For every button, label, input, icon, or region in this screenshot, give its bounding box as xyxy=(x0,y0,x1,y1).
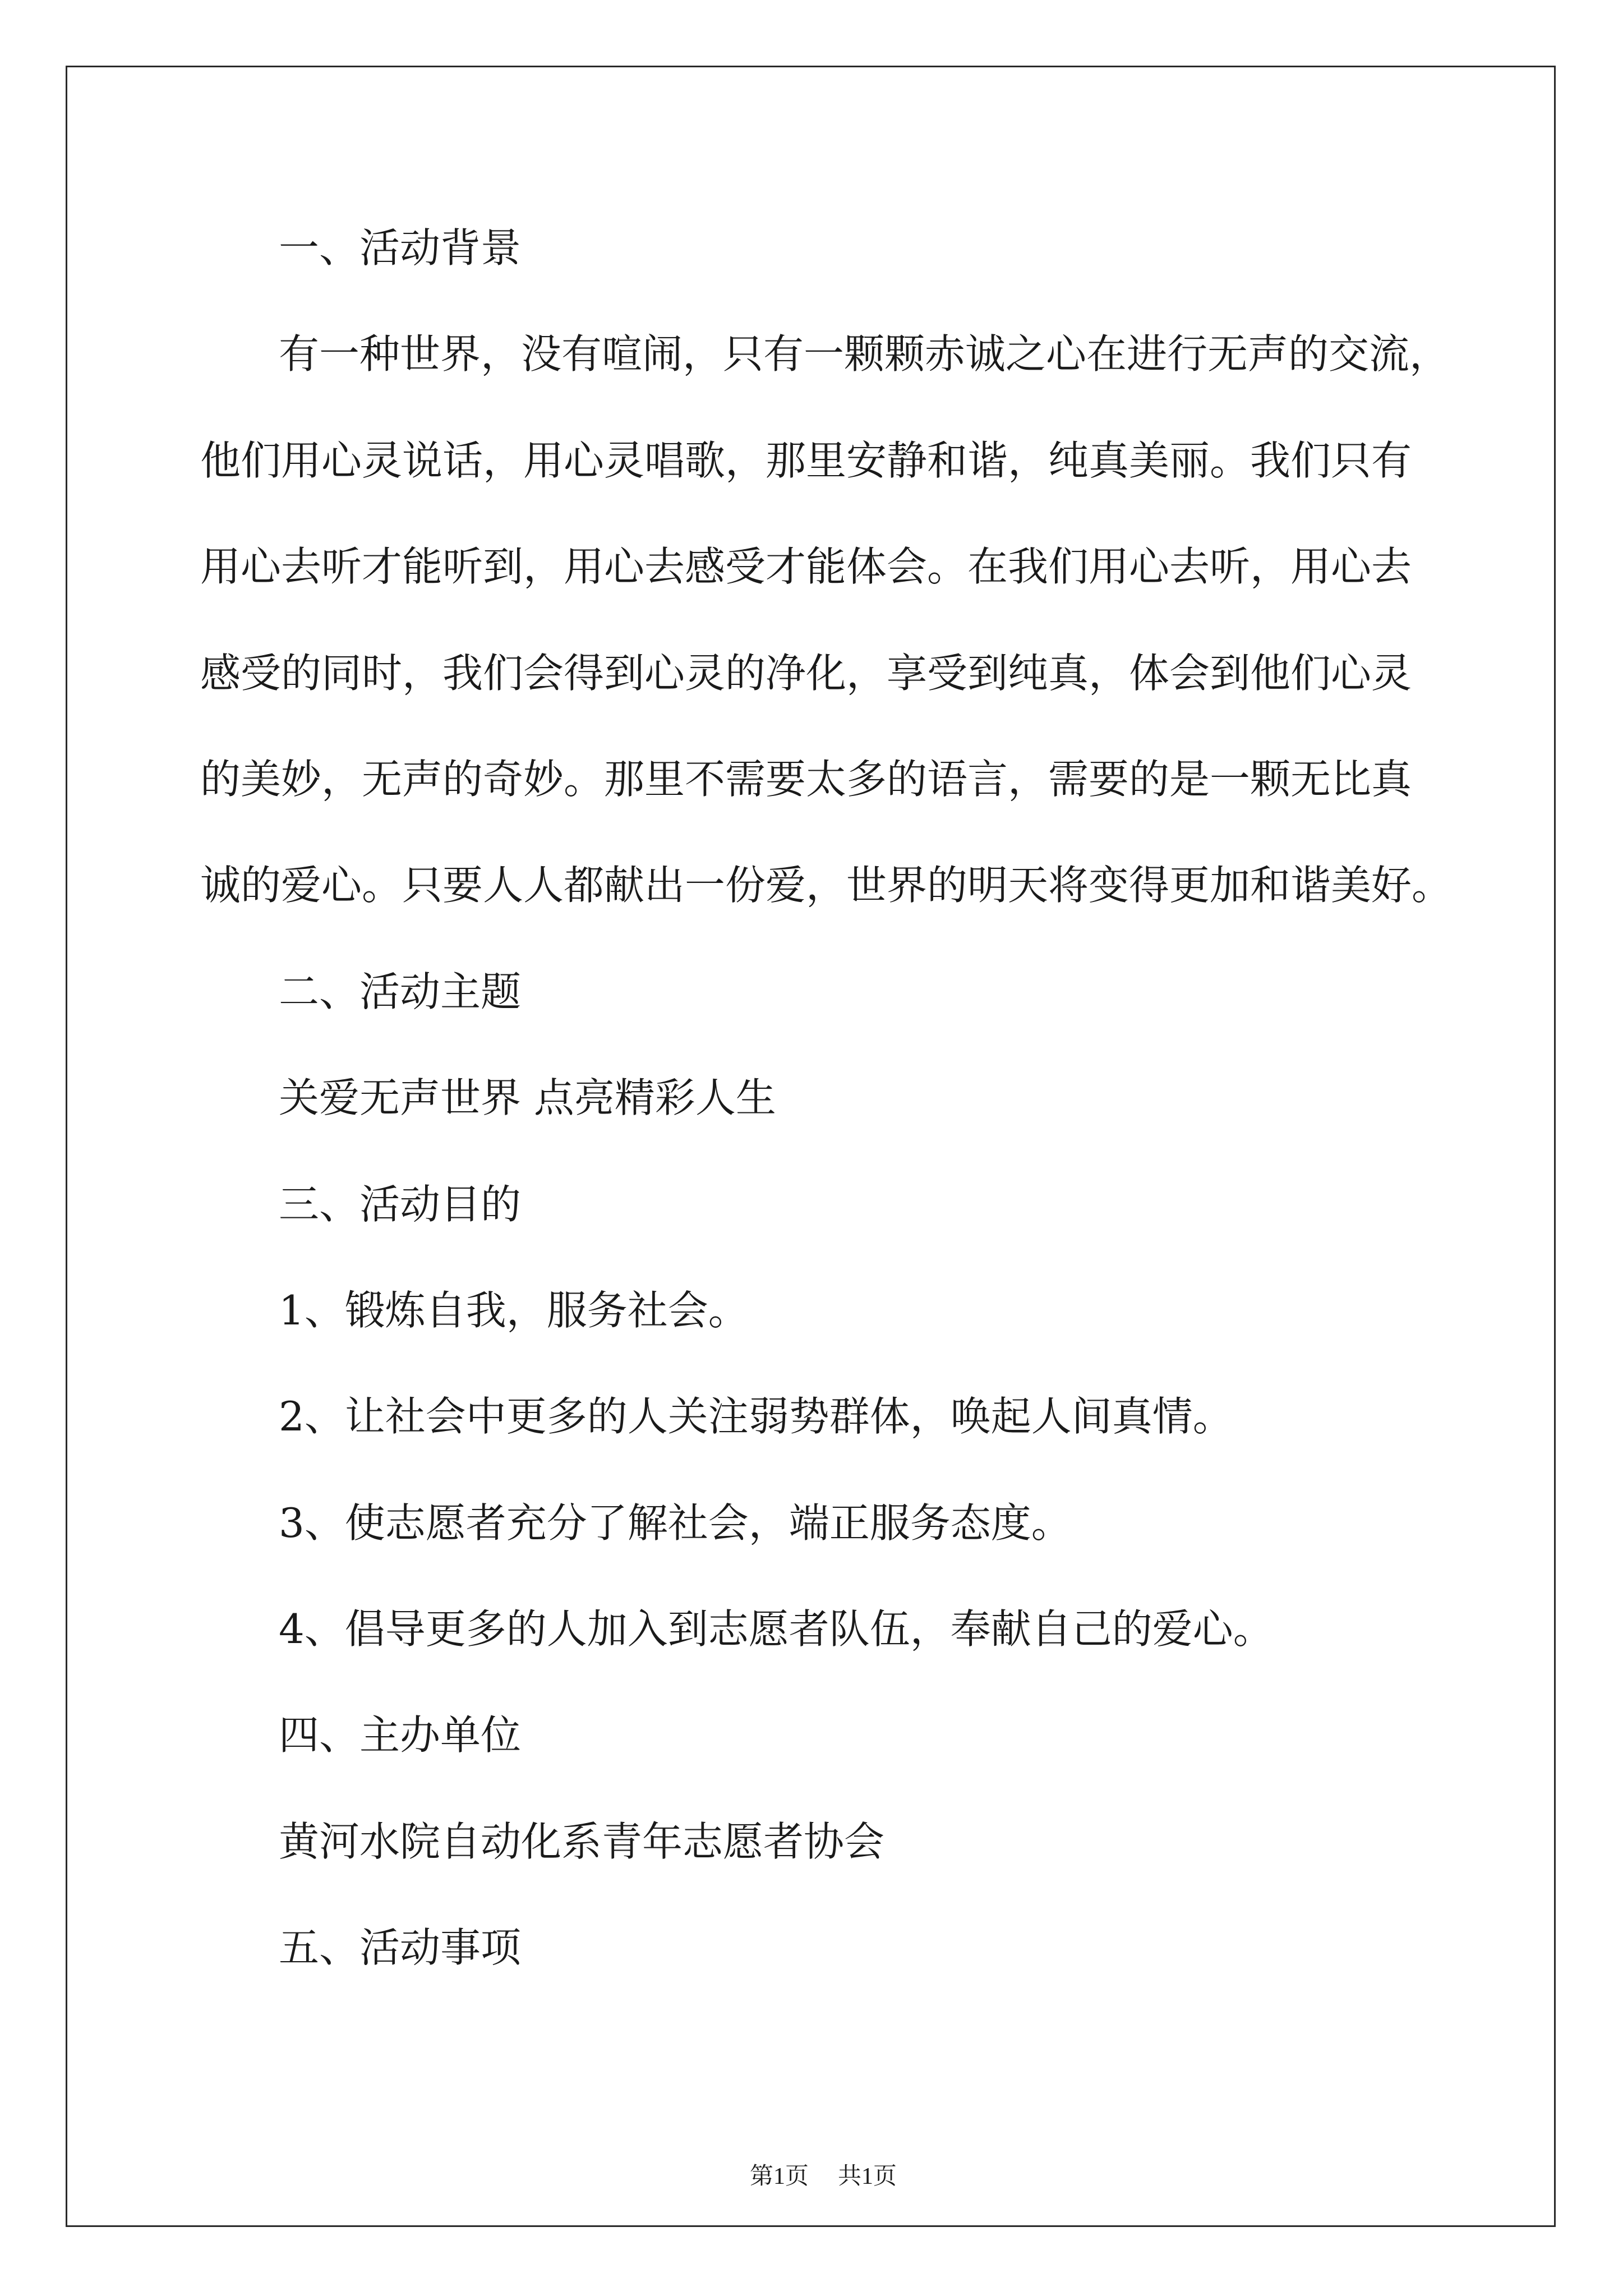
list-item: 2、让社会中更多的人关注弱势群体，唤起人间真情。 xyxy=(279,1393,1233,1441)
list-item: 3、使志愿者充分了解社会，端正服务态度。 xyxy=(279,1499,1072,1547)
paragraph-line: 有一种世界，没有喧闹，只有一颗颗赤诚之心在进行无声的交流， xyxy=(279,330,1450,378)
paragraph-line: 感受的同时，我们会得到心灵的净化，享受到纯真，体会到他们心灵 xyxy=(200,649,1412,697)
section-heading-background: 一、活动背景 xyxy=(279,224,522,272)
section-heading-purpose: 三、活动目的 xyxy=(279,1180,522,1228)
page-footer xyxy=(0,2126,1623,2227)
list-item: 1、锻炼自我，服务社会。 xyxy=(279,1286,749,1334)
page-number: 第1页 xyxy=(749,2164,809,2189)
section-heading-organizer: 四、主办单位 xyxy=(279,1711,522,1759)
paragraph-line: 他们用心灵说话，用心灵唱歌，那里安静和谐，纯真美丽。我们只有 xyxy=(200,436,1412,484)
paragraph-line: 用心去听才能听到，用心去感受才能体会。在我们用心去听，用心去 xyxy=(200,543,1412,591)
list-item: 4、倡导更多的人加入到志愿者队伍，奉献自己的爱心。 xyxy=(279,1605,1274,1653)
organizer-text: 黄河水院自动化系青年志愿者协会 xyxy=(279,1818,885,1865)
paragraph-line: 的美妙，无声的奇妙。那里不需要太多的语言，需要的是一颗无比真 xyxy=(200,755,1412,803)
page-total: 共1页 xyxy=(838,2164,897,2189)
document-body xyxy=(200,195,1490,2001)
theme-text: 关爱无声世界 点亮精彩人生 xyxy=(279,1074,776,1122)
section-heading-theme: 二、活动主题 xyxy=(279,968,522,1015)
section-heading-matters: 五、活动事项 xyxy=(279,1924,522,1972)
paragraph-line: 诚的爱心。只要人人都献出一份爱，世界的明天将变得更加和谐美好。 xyxy=(200,862,1453,909)
